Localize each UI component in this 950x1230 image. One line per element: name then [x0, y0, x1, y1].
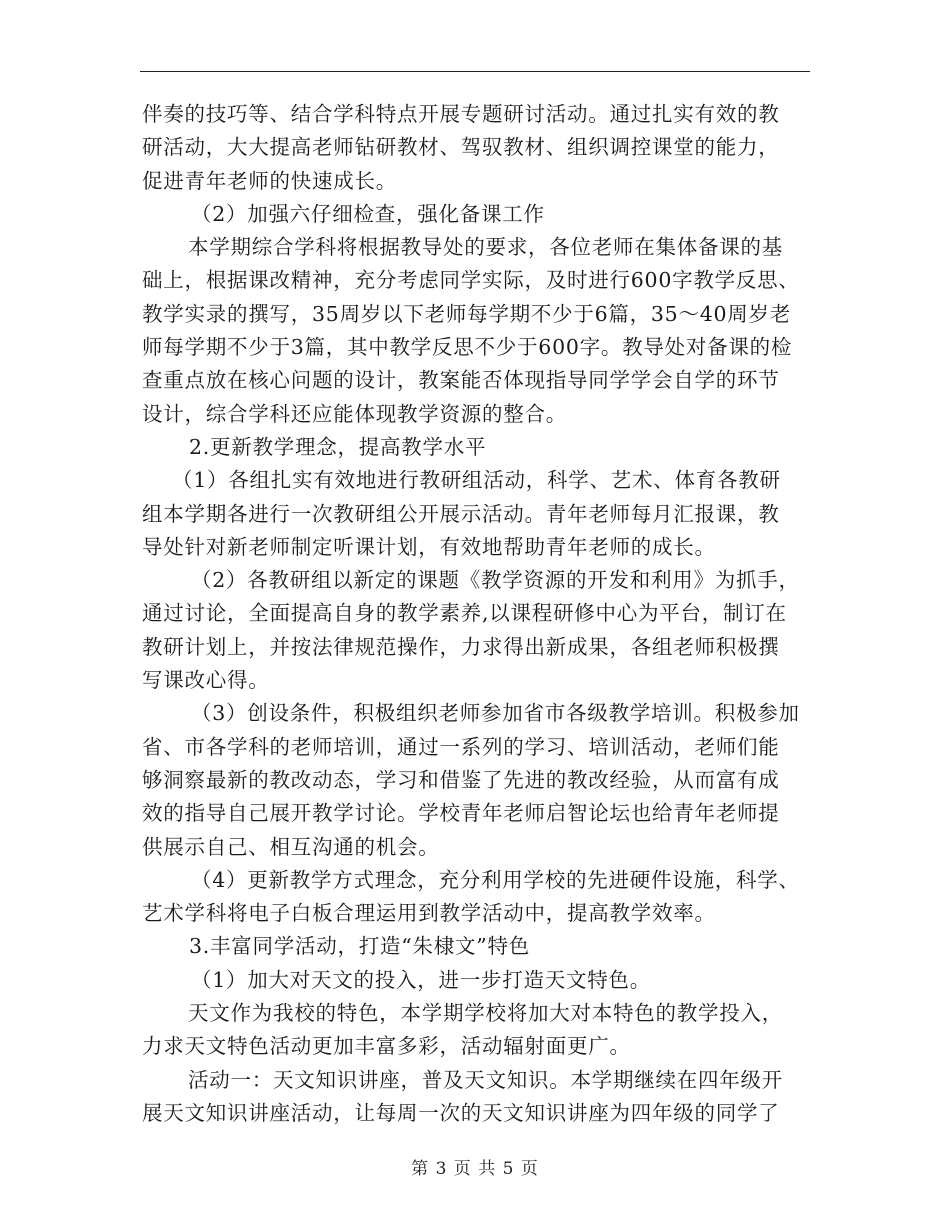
text-line: 师每学期不少于3篇，其中教学反思不少于600字。教导处对备课的检: [142, 335, 793, 360]
text-line: 本学期综合学科将根据教导处的要求，各位老师在集体备课的基: [188, 235, 783, 260]
text-line: 力求天文特色活动更加丰富多彩，活动辐射面更广。: [142, 1034, 631, 1059]
header-rule: [140, 71, 810, 72]
text-line: 供展示自己、相互沟通的机会。: [142, 834, 440, 859]
text-line: 省、市各学科的老师培训，通过一系列的学习、培训活动，老师们能: [142, 734, 780, 759]
text-line: （3）创设条件，积极组织老师参加省市各级教学培训。积极参加: [191, 701, 800, 726]
text-line: 活动一：天文知识讲座，普及天文知识。本学期继续在四年级开: [188, 1067, 783, 1092]
document-body: [142, 98, 814, 1130]
text-line: 伴奏的技巧等、结合学科特点开展专题研讨活动。通过扎实有效的教: [142, 102, 780, 126]
text-line: 查重点放在核心问题的设计，教案能否体现指导同学学会自学的环节: [142, 368, 780, 393]
text-line: 促进青年老师的快速成长。: [142, 168, 397, 193]
text-line: 够洞察最新的教改动态，学习和借鉴了先进的教改经验，从而富有成: [142, 767, 780, 792]
text-line: 教研计划上，并按法律规范操作，力求得出新成果，各组老师积极撰: [142, 634, 780, 659]
text-line: 2.更新教学理念，提高教学水平: [189, 434, 487, 459]
text-line: 展天文知识讲座活动，让每周一次的天文知识讲座为四年级的同学了: [142, 1100, 780, 1125]
page-number-footer: 第 3 页 共 5 页: [411, 1159, 539, 1179]
text-line: 3.丰富同学活动，打造“朱棣文”特色: [189, 934, 531, 959]
text-line: 艺术学科将电子白板合理运用到教学活动中，提高教学效率。: [142, 901, 716, 926]
text-line: 天文作为我校的特色，本学期学校将加大对本特色的教学投入，: [188, 1001, 783, 1026]
text-line: 导处针对新老师制定听课计划，有效地帮助青年老师的成长。: [142, 534, 716, 559]
text-line: （1）各组扎实有效地进行教研组活动，科学、艺术、体育各教研: [172, 468, 781, 493]
text-line: 效的指导自己展开教学讨论。学校青年老师启智论坛也给青年老师提: [142, 801, 780, 826]
text-line: 写课改心得。: [142, 668, 270, 693]
text-line: （1）加大对天文的投入，进一步打造天文特色。: [191, 967, 652, 992]
text-line: 教学实录的撰写，35周岁以下老师每学期不少于6篇，35～40周岁老: [142, 301, 792, 326]
text-line: 组本学期各进行一次教研组公开展示活动。青年老师每月汇报课，教: [142, 501, 780, 526]
text-line: 通过讨论，全面提高自身的教学素养,以课程研修中心为平台，制订在: [142, 601, 787, 626]
text-line: 设计，综合学科还应能体现教学资源的整合。: [142, 401, 567, 426]
text-line: （4）更新教学方式理念，充分利用学校的先进硬件设施，科学、: [191, 867, 800, 892]
text-line: 研活动，大大提高老师钻研教材、驾驭教材、组织调控课堂的能力，: [142, 135, 780, 160]
text-line: （2）各教研组以新定的课题《教学资源的开发和利用》为抓手，: [191, 568, 800, 593]
text-line: （2）加强六仔细检查，强化备课工作: [191, 201, 545, 226]
text-line: 础上，根据课改精神，充分考虑同学实际，及时进行600字教学反思、: [142, 268, 800, 293]
